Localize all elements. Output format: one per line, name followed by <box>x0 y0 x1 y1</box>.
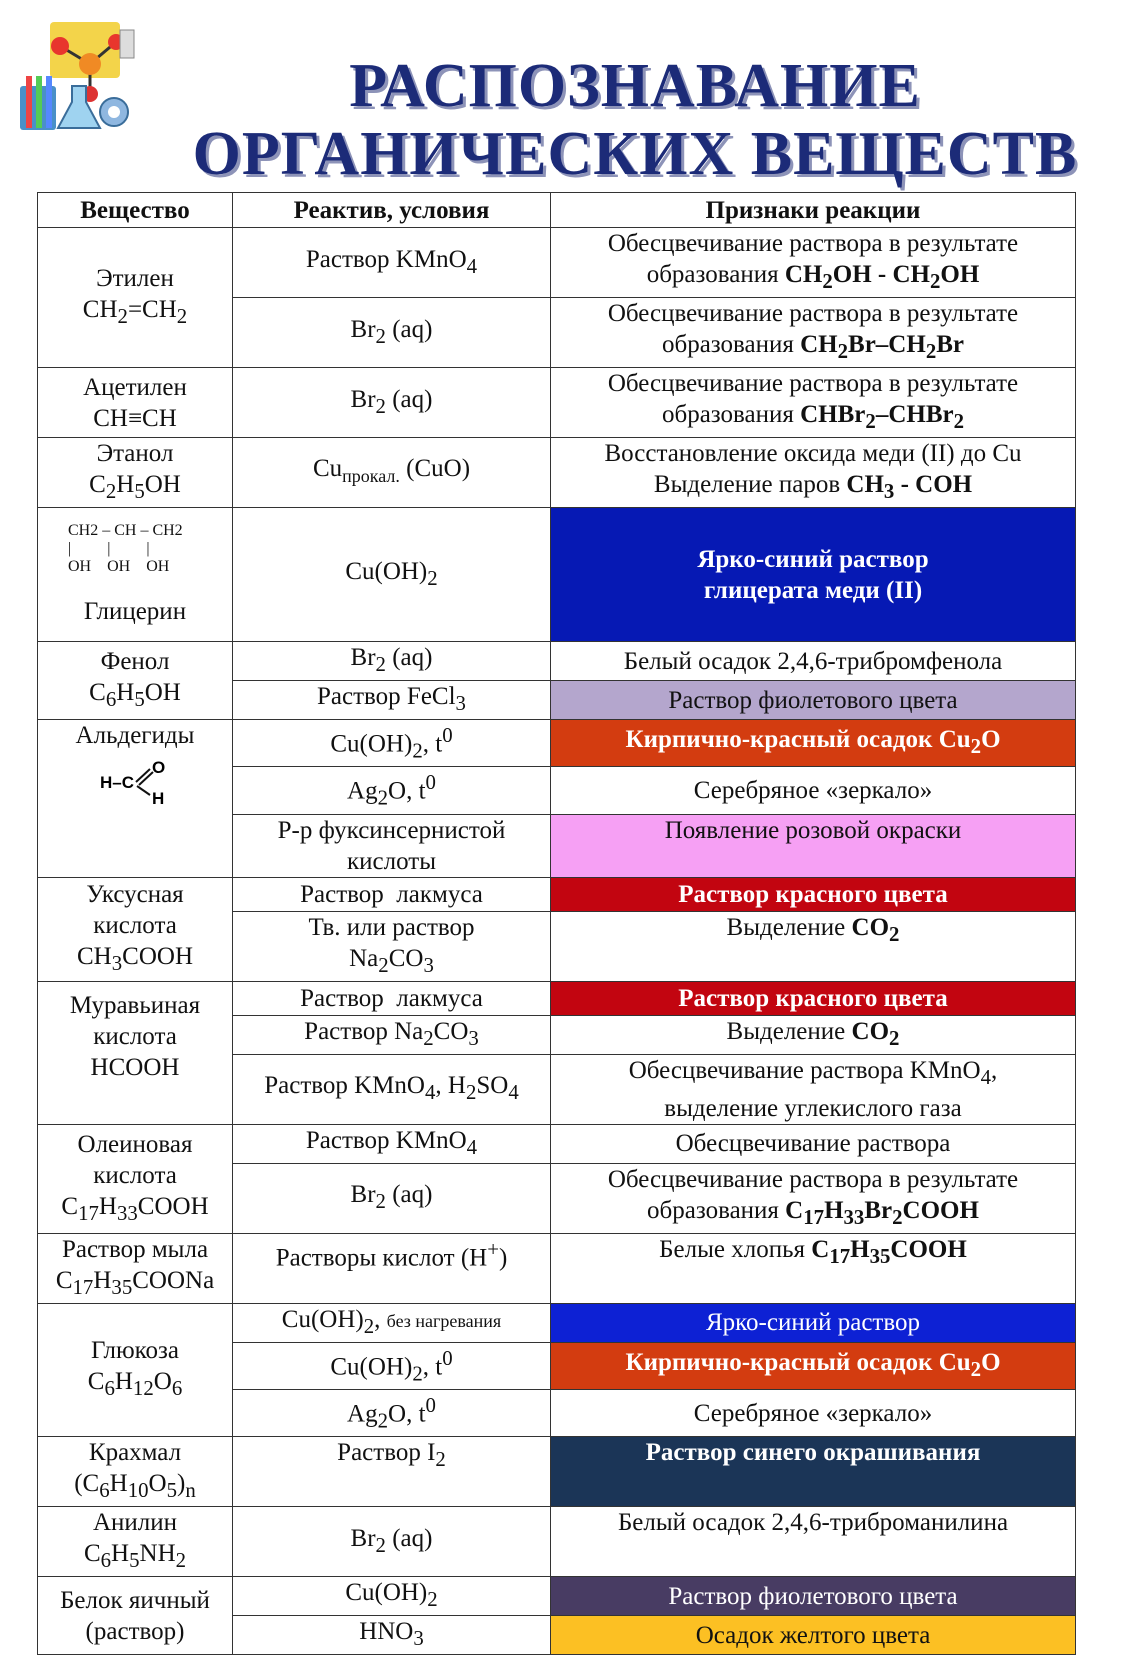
substance-cell: Уксусная кислота $CH_3COOH$ <box>38 877 233 981</box>
formula: $CH_2=CH_2$ <box>82 296 188 328</box>
substance-cell: Белок яичный (раствор) <box>38 1577 233 1655</box>
aldehyde-structure <box>90 757 180 809</box>
sign-cell: Кирпично-красный осадок $Cu_2O$ <box>551 720 1076 767</box>
sign-cell: Обесцвечивание раствора <box>551 1124 1076 1163</box>
table-row <box>38 1507 1076 1577</box>
table-row <box>38 1577 1076 1616</box>
title-line-1: РАСПОЗНАВАНИЕ <box>349 52 921 120</box>
table-row <box>38 1124 1076 1163</box>
reagent-cell: Растворы кислот (H+) <box>233 1233 551 1303</box>
page-title <box>140 52 1130 188</box>
table-row <box>38 508 1076 642</box>
sign-cell: Раствор синего окрашивания <box>551 1437 1076 1507</box>
substance-cell: CH2 – CH – CH2 | | | OH OH OH Глицерин <box>38 508 233 642</box>
reagent-cell: $Cu(OH)_2$, без нагревания <box>233 1303 551 1342</box>
substance-cell: Глюкоза $C_6H_{12}O_6$ <box>38 1303 233 1437</box>
reagent-cell: $Cu(OH)_2$, $t^0$ <box>233 1342 551 1389</box>
svg-text:H–C: H–C <box>100 773 135 792</box>
reagent-cell: Раствор лакмуса <box>233 877 551 911</box>
reagent-cell: $Ag_2O$, $t^0$ <box>233 1389 551 1436</box>
recognition-table <box>37 192 1076 1655</box>
sign-cell: Белые хлопья $C_{17}H_{35}COOH$ <box>551 1233 1076 1303</box>
sign-cell: Появление розовой окраски <box>551 814 1076 877</box>
header-row <box>38 193 1076 228</box>
reagent-cell: $Ag_2O$, $t^0$ <box>233 767 551 814</box>
sign-cell: Ярко-синий раствор <box>551 1303 1076 1342</box>
table-row <box>38 368 1076 438</box>
substance-cell: Олеиновая кислота $C_{17}H_{33}COOH$ <box>38 1124 233 1233</box>
table-row <box>38 981 1076 1015</box>
substance-cell: Крахмал $(C_6H_{10}O_5)_n$ <box>38 1437 233 1507</box>
sign-cell: Выделение $CO_2$ <box>551 911 1076 981</box>
sign-cell: Кирпично-красный осадок $Cu_2O$ <box>551 1342 1076 1389</box>
substance-cell: Альдегиды H–C O H <box>38 720 233 878</box>
glycerol-structure: CH2 – CH – CH2 | | | OH OH OH <box>68 522 183 575</box>
reagent-cell: $Cu(OH)_2$ <box>233 1577 551 1616</box>
reagent-cell: $HNO_3$ <box>233 1616 551 1655</box>
header-signs: Признаки реакции <box>551 193 1076 228</box>
sign-cell: Обесцвечивание раствора в результате образования $C_{17}H_{33}Br_2COOH$ <box>551 1163 1076 1233</box>
sign-cell: Обесцвечивание раствора в результате образования $CH_2OH - CH_2OH$ <box>551 228 1076 298</box>
reagent-cell: $Br_2$ (aq) <box>233 368 551 438</box>
reagent-cell: Раствор KMnO$_4$ <box>233 228 551 298</box>
reagent-cell: Раствор FeCl$_3$ <box>233 681 551 720</box>
table-row <box>38 1233 1076 1303</box>
reagent-cell: Р-р фуксинсернистой кислоты <box>233 814 551 877</box>
reagent-cell: Раствор KMnO$_4$ <box>233 1124 551 1163</box>
table-row <box>38 877 1076 911</box>
reagent-cell: $Br_2$ (aq) <box>233 1507 551 1577</box>
svg-text:H: H <box>152 789 165 808</box>
reagent-cell: Раствор KMnO$_4$, $H_2SO_4$ <box>233 1054 551 1124</box>
sign-cell: Ярко-синий раствор глицерата меди (II) <box>551 508 1076 642</box>
reagent-cell: Раствор $I_2$ <box>233 1437 551 1507</box>
table-row <box>38 228 1076 298</box>
reagent-cell: $Br_2$ (aq) <box>233 1163 551 1233</box>
chemistry-lab-icon <box>20 16 138 138</box>
substance-cell: Этилен $CH_2=CH_2$ <box>38 228 233 368</box>
sign-cell: Восстановление оксида меди (II) до Cu Выделение паров $CH_3$ - COH <box>551 438 1076 508</box>
table-row <box>38 438 1076 508</box>
substance-cell: Раствор мыла $C_{17}H_{35}COONa$ <box>38 1233 233 1303</box>
substance-cell: Ацетилен CH≡CH <box>38 368 233 438</box>
reagent-cell: $Cu(OH)_2$ <box>233 508 551 642</box>
substance-cell: Фенол $C_6H_5OH$ <box>38 642 233 720</box>
sign-cell: Белый осадок 2,4,6-трибромфенола <box>551 642 1076 681</box>
reagent-cell: $Cu_{прокал.}$ (CuO) <box>233 438 551 508</box>
sign-cell: Осадок желтого цвета <box>551 1616 1076 1655</box>
table-row <box>38 720 1076 767</box>
substance-cell: Муравьиная кислота HCOOH <box>38 981 233 1124</box>
reagent-cell: Тв. или раствор $Na_2CO_3$ <box>233 911 551 981</box>
reagent-cell: Раствор $Na_2CO_3$ <box>233 1015 551 1054</box>
sign-cell: Обесцвечивание раствора KMnO$_4$, выделение углекислого газа <box>551 1054 1076 1124</box>
sign-cell: Раствор фиолетового цвета <box>551 1577 1076 1616</box>
sign-cell: Раствор красного цвета <box>551 877 1076 911</box>
reagent-cell: $Br_2$ (aq) <box>233 298 551 368</box>
substance-cell: Анилин $C_6H_5NH_2$ <box>38 1507 233 1577</box>
reagent-cell: $Br_2$ (aq) <box>233 642 551 681</box>
table-row <box>38 642 1076 681</box>
header-substance: Вещество <box>38 193 233 228</box>
sign-cell: Белый осадок 2,4,6-триброманилина <box>551 1507 1076 1577</box>
header-reagent: Реактив, условия <box>233 193 551 228</box>
svg-text:O: O <box>152 758 166 777</box>
reagent-cell: $Cu(OH)_2$, $t^0$ <box>233 720 551 767</box>
sign-cell: Раствор красного цвета <box>551 981 1076 1015</box>
sign-cell: Серебряное «зеркало» <box>551 767 1076 814</box>
substance-cell: Этанол $C_2H_5OH$ <box>38 438 233 508</box>
title-line-2: ОРГАНИЧЕСКИХ ВЕЩЕСТВ <box>192 120 1078 188</box>
table-row <box>38 1437 1076 1507</box>
reagent-cell: Раствор лакмуса <box>233 981 551 1015</box>
sign-cell: Раствор фиолетового цвета <box>551 681 1076 720</box>
table-row <box>38 1303 1076 1342</box>
sign-cell: Выделение $CO_2$ <box>551 1015 1076 1054</box>
sign-cell: Обесцвечивание раствора в результате образования CHBr$_2$–CHBr$_2$ <box>551 368 1076 438</box>
sign-cell: Обесцвечивание раствора в результате образования $CH_2Br-CH_2Br$ <box>551 298 1076 368</box>
sign-cell: Серебряное «зеркало» <box>551 1389 1076 1436</box>
